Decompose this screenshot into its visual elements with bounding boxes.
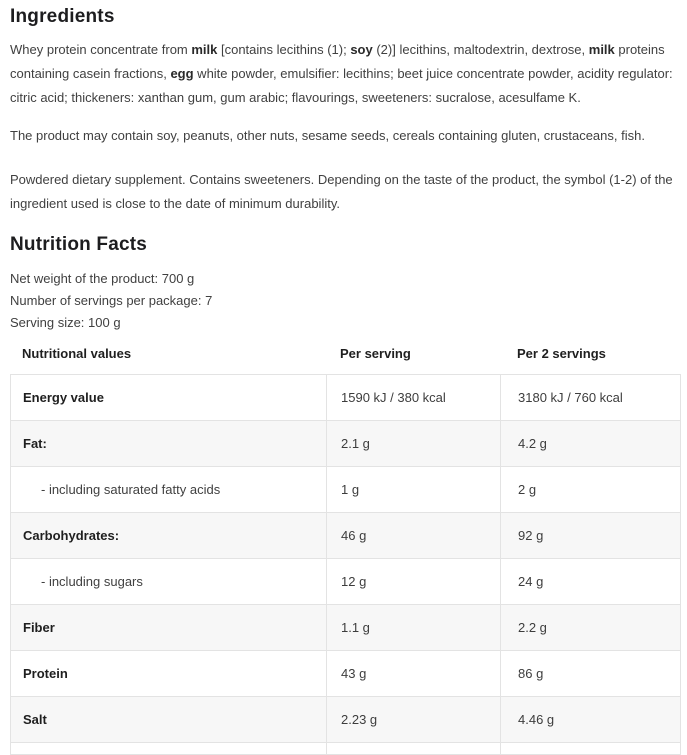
per-2-servings-value: 3180 kJ / 760 kcal [501,375,681,421]
ingredients-block [10,38,680,148]
cutoff-cell [327,743,501,755]
per-serving-value: 12 g [327,559,501,605]
cutoff-cell [11,743,327,755]
per-serving-value: 1.1 g [327,605,501,651]
per-2-servings-value: 4.46 g [501,697,681,743]
cutoff-cell [501,743,681,755]
nutrient-label: Carbohydrates: [11,513,327,559]
table-row [11,651,681,697]
per-serving-value: 2.1 g [327,421,501,467]
per-serving-value: 2.23 g [327,697,501,743]
ingredient-text: Whey protein concentrate from [10,42,192,57]
allergen-emphasis: milk [191,42,218,57]
net-weight-line: Net weight of the product: 700 g [10,271,195,286]
ingredient-text: proteins containing casein fractions, [10,42,665,81]
table-row [11,605,681,651]
ingredient-text: white powder, emulsifier: lecithins; beet juice concentrate powder, acidity regulator: citric acid; thickeners: xanthan gum, gum arabic; flavourings, sweeteners: sucralose, acesulfame K. [10,66,673,105]
per-2-servings-value: 24 g [501,559,681,605]
package-info-block [10,268,680,334]
per-2-servings-value: 86 g [501,651,681,697]
per-2-servings-value: 2 g [501,467,681,513]
ingredient-text: (2)] lecithins, maltodextrin, dextrose, [372,42,589,57]
nutrient-label: - including sugars [11,559,327,605]
cutoff-row [11,743,681,755]
column-header-nutritional-values: Nutritional values [22,346,132,361]
nutrient-label: Fiber [11,605,327,651]
nutrient-label: Energy value [11,375,327,421]
table-row [11,513,681,559]
serving-size-line: Serving size: 100 g [10,315,121,330]
nutrition-facts-table [10,374,681,755]
table-row [11,467,681,513]
allergen-note: The product may contain soy, peanuts, other nuts, sesame seeds, cereals containing gluten, crustaceans, fish. [10,128,645,143]
per-serving-value: 1 g [327,467,501,513]
table-row [11,375,681,421]
allergen-emphasis: milk [588,42,615,57]
allergen-emphasis: egg [170,66,194,81]
supplement-note: Powdered dietary supplement. Contains sweeteners. Depending on the taste of the product, the symbol (1-2) of the ingredient used is close to the date of minimum durability. [10,172,673,211]
table-row [11,697,681,743]
per-serving-value: 43 g [327,651,501,697]
nutrient-label: Protein [11,651,327,697]
nutrient-label: Salt [11,697,327,743]
servings-per-package-line: Number of servings per package: 7 [10,293,213,308]
per-2-servings-value: 4.2 g [501,421,681,467]
per-2-servings-value: 92 g [501,513,681,559]
nutrient-label: Fat: [11,421,327,467]
per-serving-value: 1590 kJ / 380 kcal [327,375,501,421]
ingredients-composition-paragraph [10,38,680,110]
per-2-servings-value: 2.2 g [501,605,681,651]
ingredient-text: [contains lecithins (1); [217,42,351,57]
nutrition-table-body [11,375,681,755]
per-serving-value: 46 g [327,513,501,559]
table-row [11,559,681,605]
ingredients-heading: Ingredients [10,6,115,27]
nutrient-label: - including saturated fatty acids [11,467,327,513]
table-row [11,421,681,467]
column-header-per-serving: Per serving [340,346,411,361]
supplement-notes-block [10,168,680,216]
nutrition-table-header-row [10,346,680,374]
allergen-emphasis: soy [350,42,373,57]
column-header-per-2-servings: Per 2 servings [517,346,606,361]
nutrition-facts-heading: Nutrition Facts [10,234,148,255]
